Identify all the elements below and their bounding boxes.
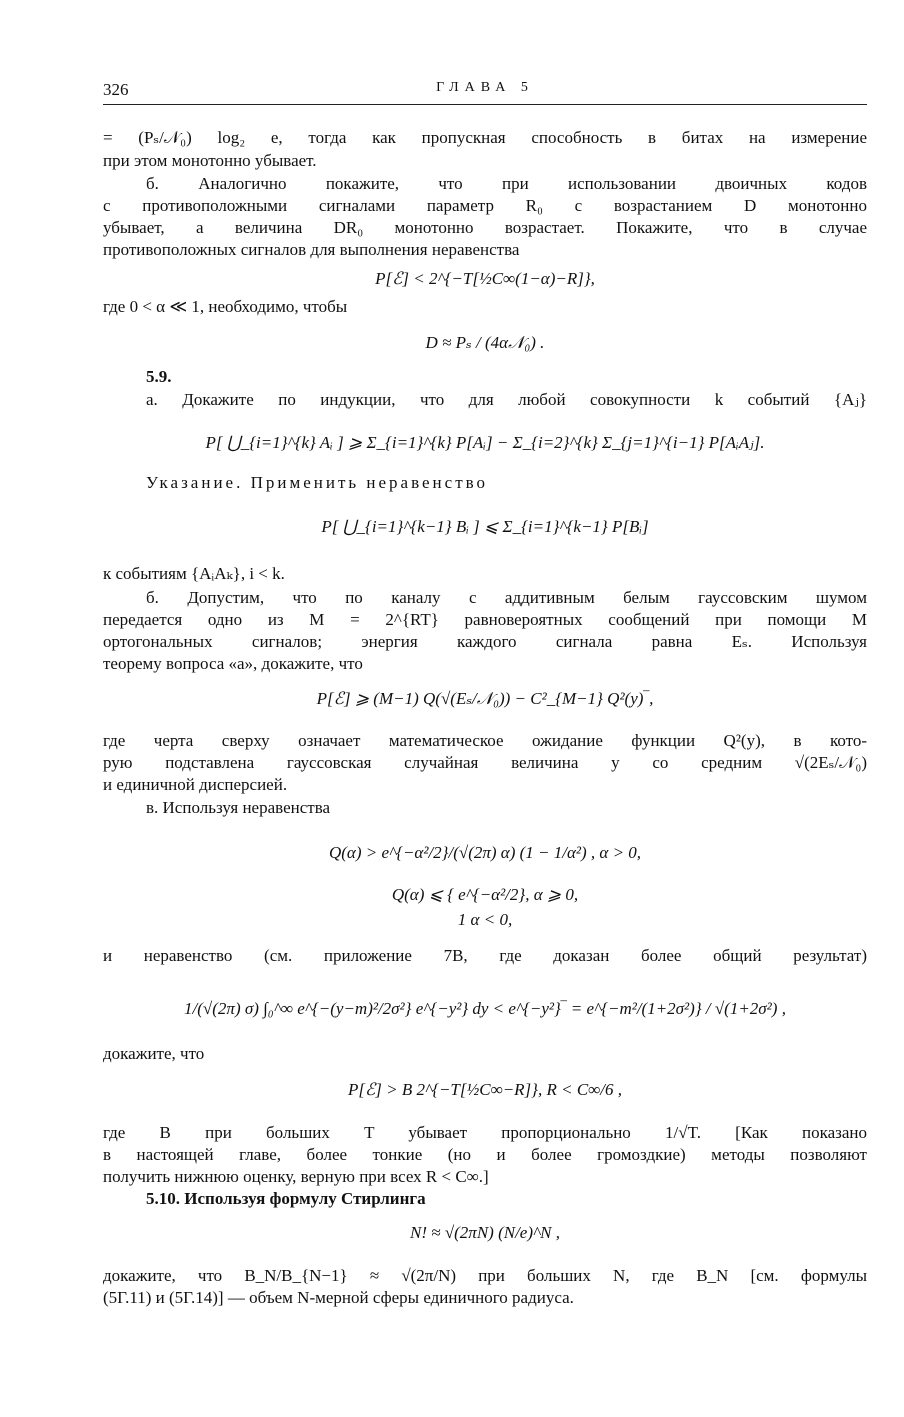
formula: Q(α) ⩽ { e^{−α²/2}, α ⩾ 0, bbox=[391, 885, 579, 904]
text-line: Указание. Применить неравенство bbox=[146, 473, 489, 492]
formula: 1 α < 0, bbox=[457, 910, 513, 929]
text-line: и неравенство (см. приложение 7В, где доказан более общий результат) bbox=[103, 946, 867, 965]
text-line: рую подставлена гауссовская случайная величина y со средним √(2Eₛ/𝒩₀) bbox=[103, 753, 867, 772]
formula: P[ℰ] ⩾ (M−1) Q(√(Eₛ/𝒩₀)) − C²_{M−1} Q²(y)‾, bbox=[316, 689, 654, 708]
text-line: убывает, а величина DR₀ монотонно возрастает. Покажите, что в случае bbox=[103, 218, 867, 237]
text-line: (5Г.11) и (5Г.14)] — объем N-мерной сферы единичного радиуса. bbox=[103, 1288, 574, 1307]
text-line: где 0 < α ≪ 1, необходимо, чтобы bbox=[103, 297, 348, 316]
text-line: = (Pₛ/𝒩₀) log₂ e, тогда как пропускная способность в битах на измерение bbox=[103, 128, 867, 147]
formula: P[ℰ] > B 2^{−T[½C∞−R]}, R < C∞/6 , bbox=[347, 1080, 623, 1099]
text-line: докажите, что B_N/B_{N−1} ≈ √(2π/N) при больших N, где B_N [см. формулы bbox=[103, 1266, 867, 1285]
text-line: а. Докажите по индукции, что для любой совокупности k событий {Aⱼ} bbox=[146, 390, 867, 409]
text-line: противоположных сигналов для выполнения неравенства bbox=[103, 240, 520, 259]
formula: D ≈ Pₛ / (4α𝒩₀) . bbox=[425, 333, 545, 352]
text-line: б. Допустим, что по каналу с аддитивным белым гауссовским шумом bbox=[146, 588, 867, 607]
formula: P[ ⋃_{i=1}^{k−1} Bᵢ ] ⩽ Σ_{i=1}^{k−1} P[Bᵢ] bbox=[321, 517, 649, 536]
text-line: передается одно из M = 2^{RT} равновероятных сообщений при помощи M bbox=[103, 610, 867, 629]
header-rule bbox=[103, 104, 867, 105]
problem-number: 5.9. bbox=[146, 367, 172, 386]
text-line: получить нижнюю оценку, верную при всех R < C∞.] bbox=[103, 1167, 489, 1186]
text-line: при этом монотонно убывает. bbox=[103, 151, 317, 170]
text-line: с противоположными сигналами параметр R₀ с возрастанием D монотонно bbox=[103, 196, 867, 215]
formula: 1/(√(2π) σ) ∫₀^∞ e^{−(y−m)²/2σ²} e^{−y²} dy < e^{−y²}‾ = e^{−m²/(1+2σ²)} / √(1+2σ²) , bbox=[184, 999, 786, 1018]
text-line: теорему вопроса «а», докажите, что bbox=[103, 654, 363, 673]
page-header bbox=[103, 80, 867, 102]
text-line: и единичной дисперсией. bbox=[103, 775, 288, 794]
text-line: б. Аналогично покажите, что при использовании двоичных кодов bbox=[146, 174, 867, 193]
formula: Q(α) > e^{−α²/2}/(√(2π) α) (1 − 1/α²) , α > 0, bbox=[328, 843, 642, 862]
text-line: в настоящей главе, более тонкие (но и более громоздкие) методы позволяют bbox=[103, 1145, 867, 1164]
formula: P[ℰ] < 2^{−T[½C∞(1−α)−R]}, bbox=[375, 269, 595, 288]
formula: N! ≈ √(2πN) (N/e)^N , bbox=[409, 1223, 561, 1242]
running-title: ГЛАВА 5 bbox=[436, 80, 534, 95]
formula: P[ ⋃_{i=1}^{k} Aᵢ ] ⩾ Σ_{i=1}^{k} P[Aᵢ] − Σ_{i=2}^{k} Σ_{j=1}^{i−1} P[AᵢAⱼ]. bbox=[205, 433, 765, 452]
text-line: где B при больших T убывает пропорционально 1/√T. [Как показано bbox=[103, 1123, 867, 1142]
text-line: к событиям {AᵢAₖ}, i < k. bbox=[103, 564, 285, 583]
text-line: в. Используя неравенства bbox=[146, 798, 331, 817]
text-line: 5.10. Используя формулу Стирлинга bbox=[146, 1189, 426, 1208]
text-line: ортогональных сигналов; энергия каждого сигнала равна Eₛ. Используя bbox=[103, 632, 867, 651]
text-line: где черта сверху означает математическое ожидание функции Q²(y), в кото- bbox=[103, 731, 867, 750]
page-number: 326 bbox=[103, 80, 129, 99]
text-line: докажите, что bbox=[103, 1044, 205, 1063]
